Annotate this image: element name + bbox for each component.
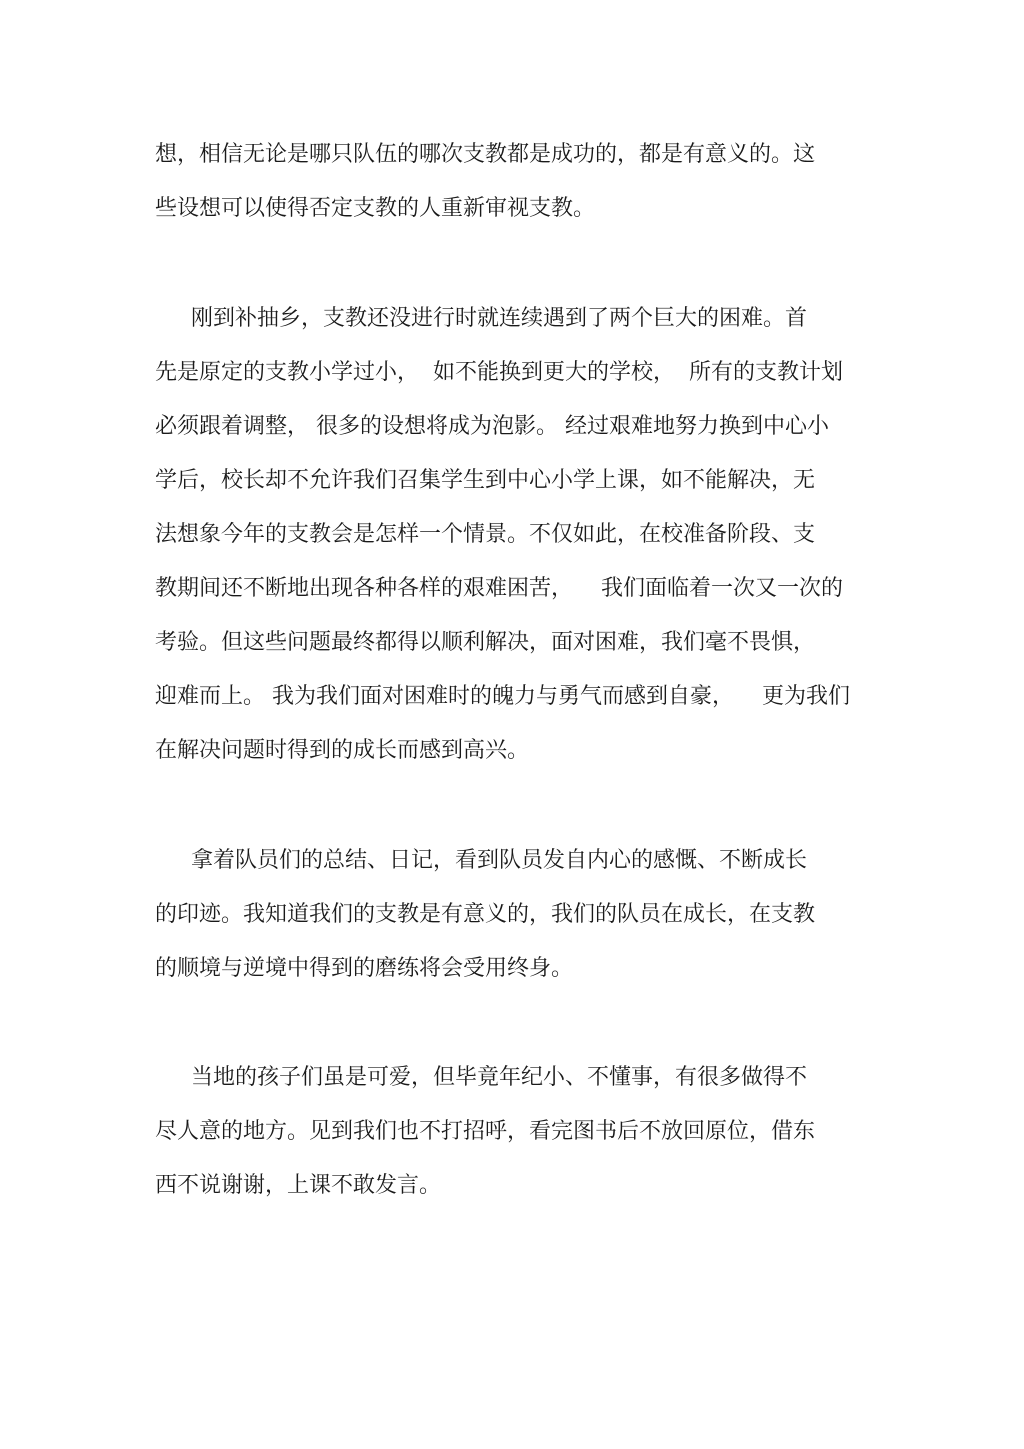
paragraph-line: 必须跟着调整， 很多的设想将成为泡影。 经过艰难地努力换到中心小	[155, 414, 829, 439]
paragraph-line: 法想象今年的支教会是怎样一个情景。不仅如此，在校准备阶段、支	[155, 522, 816, 547]
paragraph-line: 想，相信无论是哪只队伍的哪次支教都是成功的，都是有意义的。这	[155, 142, 816, 167]
paragraph-line: 考验。但这些问题最终都得以顺利解决，面对困难，我们毫不畏惧，	[155, 630, 816, 655]
paragraph-line: 学后，校长却不允许我们召集学生到中心小学上课，如不能解决，无	[155, 468, 816, 493]
paragraph-line: 迎难而上。 我为我们面对困难时的魄力与勇气而感到自豪， 更为我们	[155, 684, 850, 709]
paragraph-line: 尽人意的地方。见到我们也不打招呼，看完图书后不放回原位，借东	[155, 1119, 816, 1144]
paragraph-line: 先是原定的支教小学过小， 如不能换到更大的学校， 所有的支教计划	[155, 360, 843, 385]
paragraph-4	[155, 1051, 875, 1213]
paragraph-line: 在解决问题时得到的成长而感到高兴。	[155, 738, 530, 763]
paragraph-line: 拿着队员们的总结、日记，看到队员发自内心的感慨、不断成长	[191, 848, 808, 873]
paragraph-line: 西不说谢谢，上课不敢发言。	[155, 1173, 442, 1198]
paragraph-line: 当地的孩子们虽是可爱，但毕竟年纪小、不懂事，有很多做得不	[191, 1065, 808, 1090]
paragraph-line: 些设想可以使得否定支教的人重新审视支教。	[155, 196, 596, 221]
paragraph-line: 教期间还不断地出现各种各样的艰难困苦， 我们面临着一次又一次的	[155, 576, 843, 601]
paragraph-2	[155, 292, 875, 778]
paragraph-1	[155, 128, 875, 236]
paragraph-line: 的印迹。我知道我们的支教是有意义的，我们的队员在成长，在支教	[155, 902, 816, 927]
paragraph-line: 的顺境与逆境中得到的磨练将会受用终身。	[155, 956, 574, 981]
paragraph-line: 刚到补抽乡，支教还没进行时就连续遇到了两个巨大的困难。首	[191, 306, 808, 331]
paragraph-3	[155, 834, 875, 996]
